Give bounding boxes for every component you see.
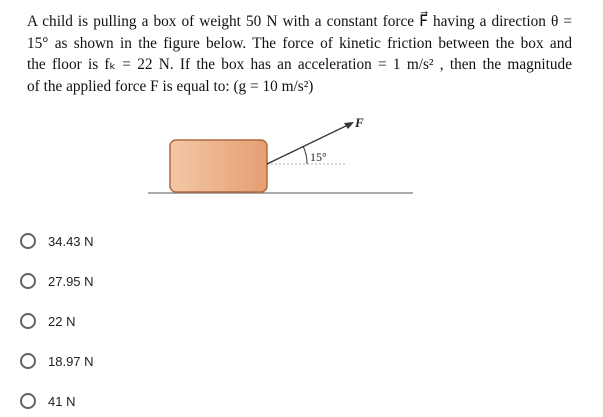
force-vector-line (267, 124, 350, 164)
question-line-1: A child is pulling a box of weight 50 N with a constant force F⃗ having a direction θ = (27, 13, 572, 30)
option-label: 18.97 N (48, 353, 94, 369)
option-2[interactable] (20, 268, 94, 294)
option-label: 41 N (48, 393, 76, 409)
option-label: 22 N (48, 313, 76, 329)
box-shape (170, 140, 267, 192)
question-line-4: of the applied force F is equal to: (g = 10 m/s²) (27, 77, 314, 95)
radio-button[interactable] (20, 313, 36, 329)
option-3[interactable] (20, 308, 75, 334)
option-5[interactable] (20, 388, 75, 414)
radio-button[interactable] (20, 393, 36, 409)
physics-figure (145, 112, 420, 202)
force-label: F (355, 115, 364, 130)
angle-label: 15° (310, 150, 327, 164)
radio-button[interactable] (20, 273, 36, 289)
option-4[interactable] (20, 348, 94, 374)
question-line-3: the floor is fₖ = 22 N. If the box has an acceleration = 1 m/s² , then the magnitude (27, 56, 572, 73)
question-line-2: 15° as shown in the figure below. The force of kinetic friction between the box and (27, 34, 572, 52)
question-text (27, 11, 572, 97)
option-label: 27.95 N (48, 273, 94, 289)
option-label: 34.43 N (48, 233, 94, 249)
radio-button[interactable] (20, 233, 36, 249)
option-1[interactable] (20, 228, 94, 254)
radio-button[interactable] (20, 353, 36, 369)
angle-arc (303, 146, 307, 164)
